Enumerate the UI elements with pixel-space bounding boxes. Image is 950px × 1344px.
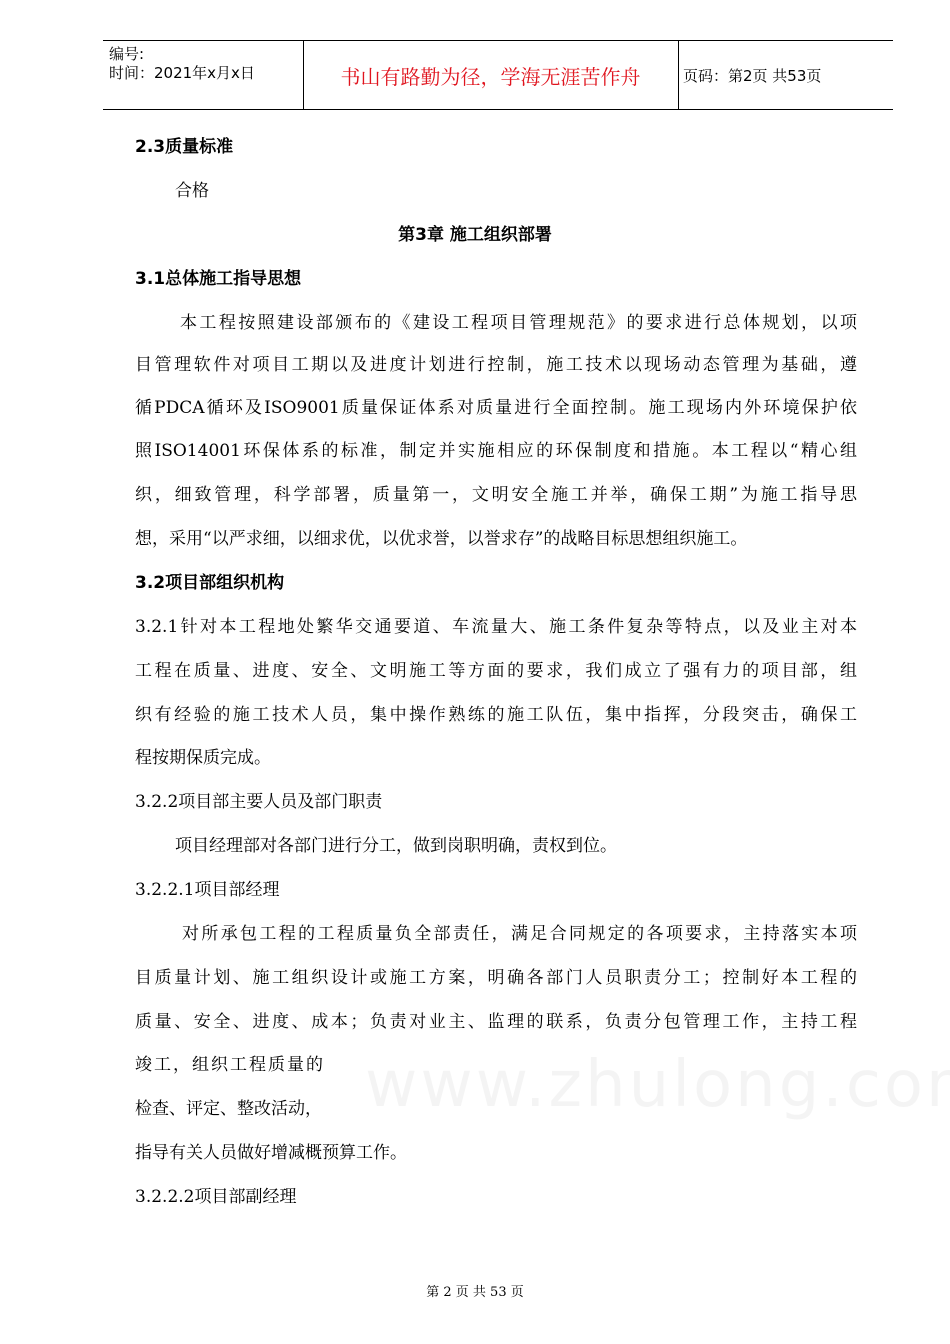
section-3-1-title: 3.1总体施工指导思想: [135, 269, 302, 289]
section-3-2-2-1-line: 检查、评定、整改活动，: [135, 1099, 322, 1119]
section-3-2-2-1-line: 对所承包工程的工程质量负全部责任，满足合同规定的各项要求，主持落实本项: [182, 924, 857, 944]
header-time-label: 时间：2021年x月x日: [109, 64, 255, 82]
section-3-1-line: 目管理软件对项目工期以及进度计划进行控制，施工技术以现场动态管理为基础，遵: [135, 355, 857, 375]
chapter-3-title: 第3章 施工组织部署: [398, 225, 552, 245]
section-3-2-2-2-title: 3.2.2.2项目部副经理: [135, 1187, 297, 1207]
header-divider-right: [678, 41, 679, 109]
section-3-1-line: 本工程按照建设部颁布的《建设工程项目管理规范》的要求进行总体规划，以项: [180, 313, 857, 333]
section-3-2-2-1-line: 竣工，组织工程质量的: [135, 1055, 325, 1075]
section-3-2-2-1-line: 目质量计划、施工组织设计或施工方案，明确各部门人员职责分工；控制好本工程的: [135, 968, 857, 988]
section-3-2-1-line: 程按期保质完成。: [135, 748, 271, 768]
section-3-2-2-body: 项目经理部对各部门进行分工，做到岗职明确，责权到位。: [175, 836, 617, 856]
section-3-1-line: 循PDCA循环及ISO9001质量保证体系对质量进行全面控制。施工现场内外环境保护依: [135, 398, 857, 418]
section-3-2-2-title: 3.2.2项目部主要人员及部门职责: [135, 792, 383, 812]
section-2-3-title: 2.3质量标准: [135, 137, 234, 157]
section-3-1-line: 织，细致管理，科学部署，质量第一，文明安全施工并举，确保工期”为施工指导思: [135, 485, 857, 505]
header-page-info: 页码：第2页 共53页: [683, 66, 822, 85]
section-3-2-1-line: 工程在质量、进度、安全、文明施工等方面的要求，我们成立了强有力的项目部，组: [135, 661, 857, 681]
section-3-2-1-line: 织有经验的施工技术人员，集中操作熟练的施工队伍，集中指挥，分段突击，确保工: [135, 705, 857, 725]
header-number-label: 编号:: [109, 45, 145, 63]
section-3-1-line: 想，采用“以严求细，以细求优，以优求誉，以誉求存”的战略目标思想组织施工。: [135, 529, 748, 549]
header-meta: [109, 45, 304, 83]
section-3-2-2-1-line: 指导有关人员做好增减概预算工作。: [135, 1143, 407, 1163]
section-3-1-line: 照ISO14001环保体系的标准，制定并实施相应的环保制度和措施。本工程以“精心组: [135, 441, 857, 461]
section-3-2-2-1-line: 质量、安全、进度、成本；负责对业主、监理的联系，负责分包管理工作，主持工程: [135, 1012, 857, 1032]
watermark: [365, 1048, 950, 1122]
section-3-2-2-1-title: 3.2.2.1项目部经理: [135, 880, 280, 900]
header-motto: 书山有路勤为径，学海无涯苦作舟: [340, 64, 641, 89]
section-3-2-title: 3.2项目部组织机构: [135, 573, 285, 593]
page-footer: 第 2 页 共 53 页: [426, 1285, 524, 1300]
section-2-3-body: 合格: [175, 181, 209, 201]
page-header: [103, 40, 893, 110]
section-3-2-1-line: 3.2.1针对本工程地处繁华交通要道、车流量大、施工条件复杂等特点，以及业主对本: [135, 617, 857, 637]
